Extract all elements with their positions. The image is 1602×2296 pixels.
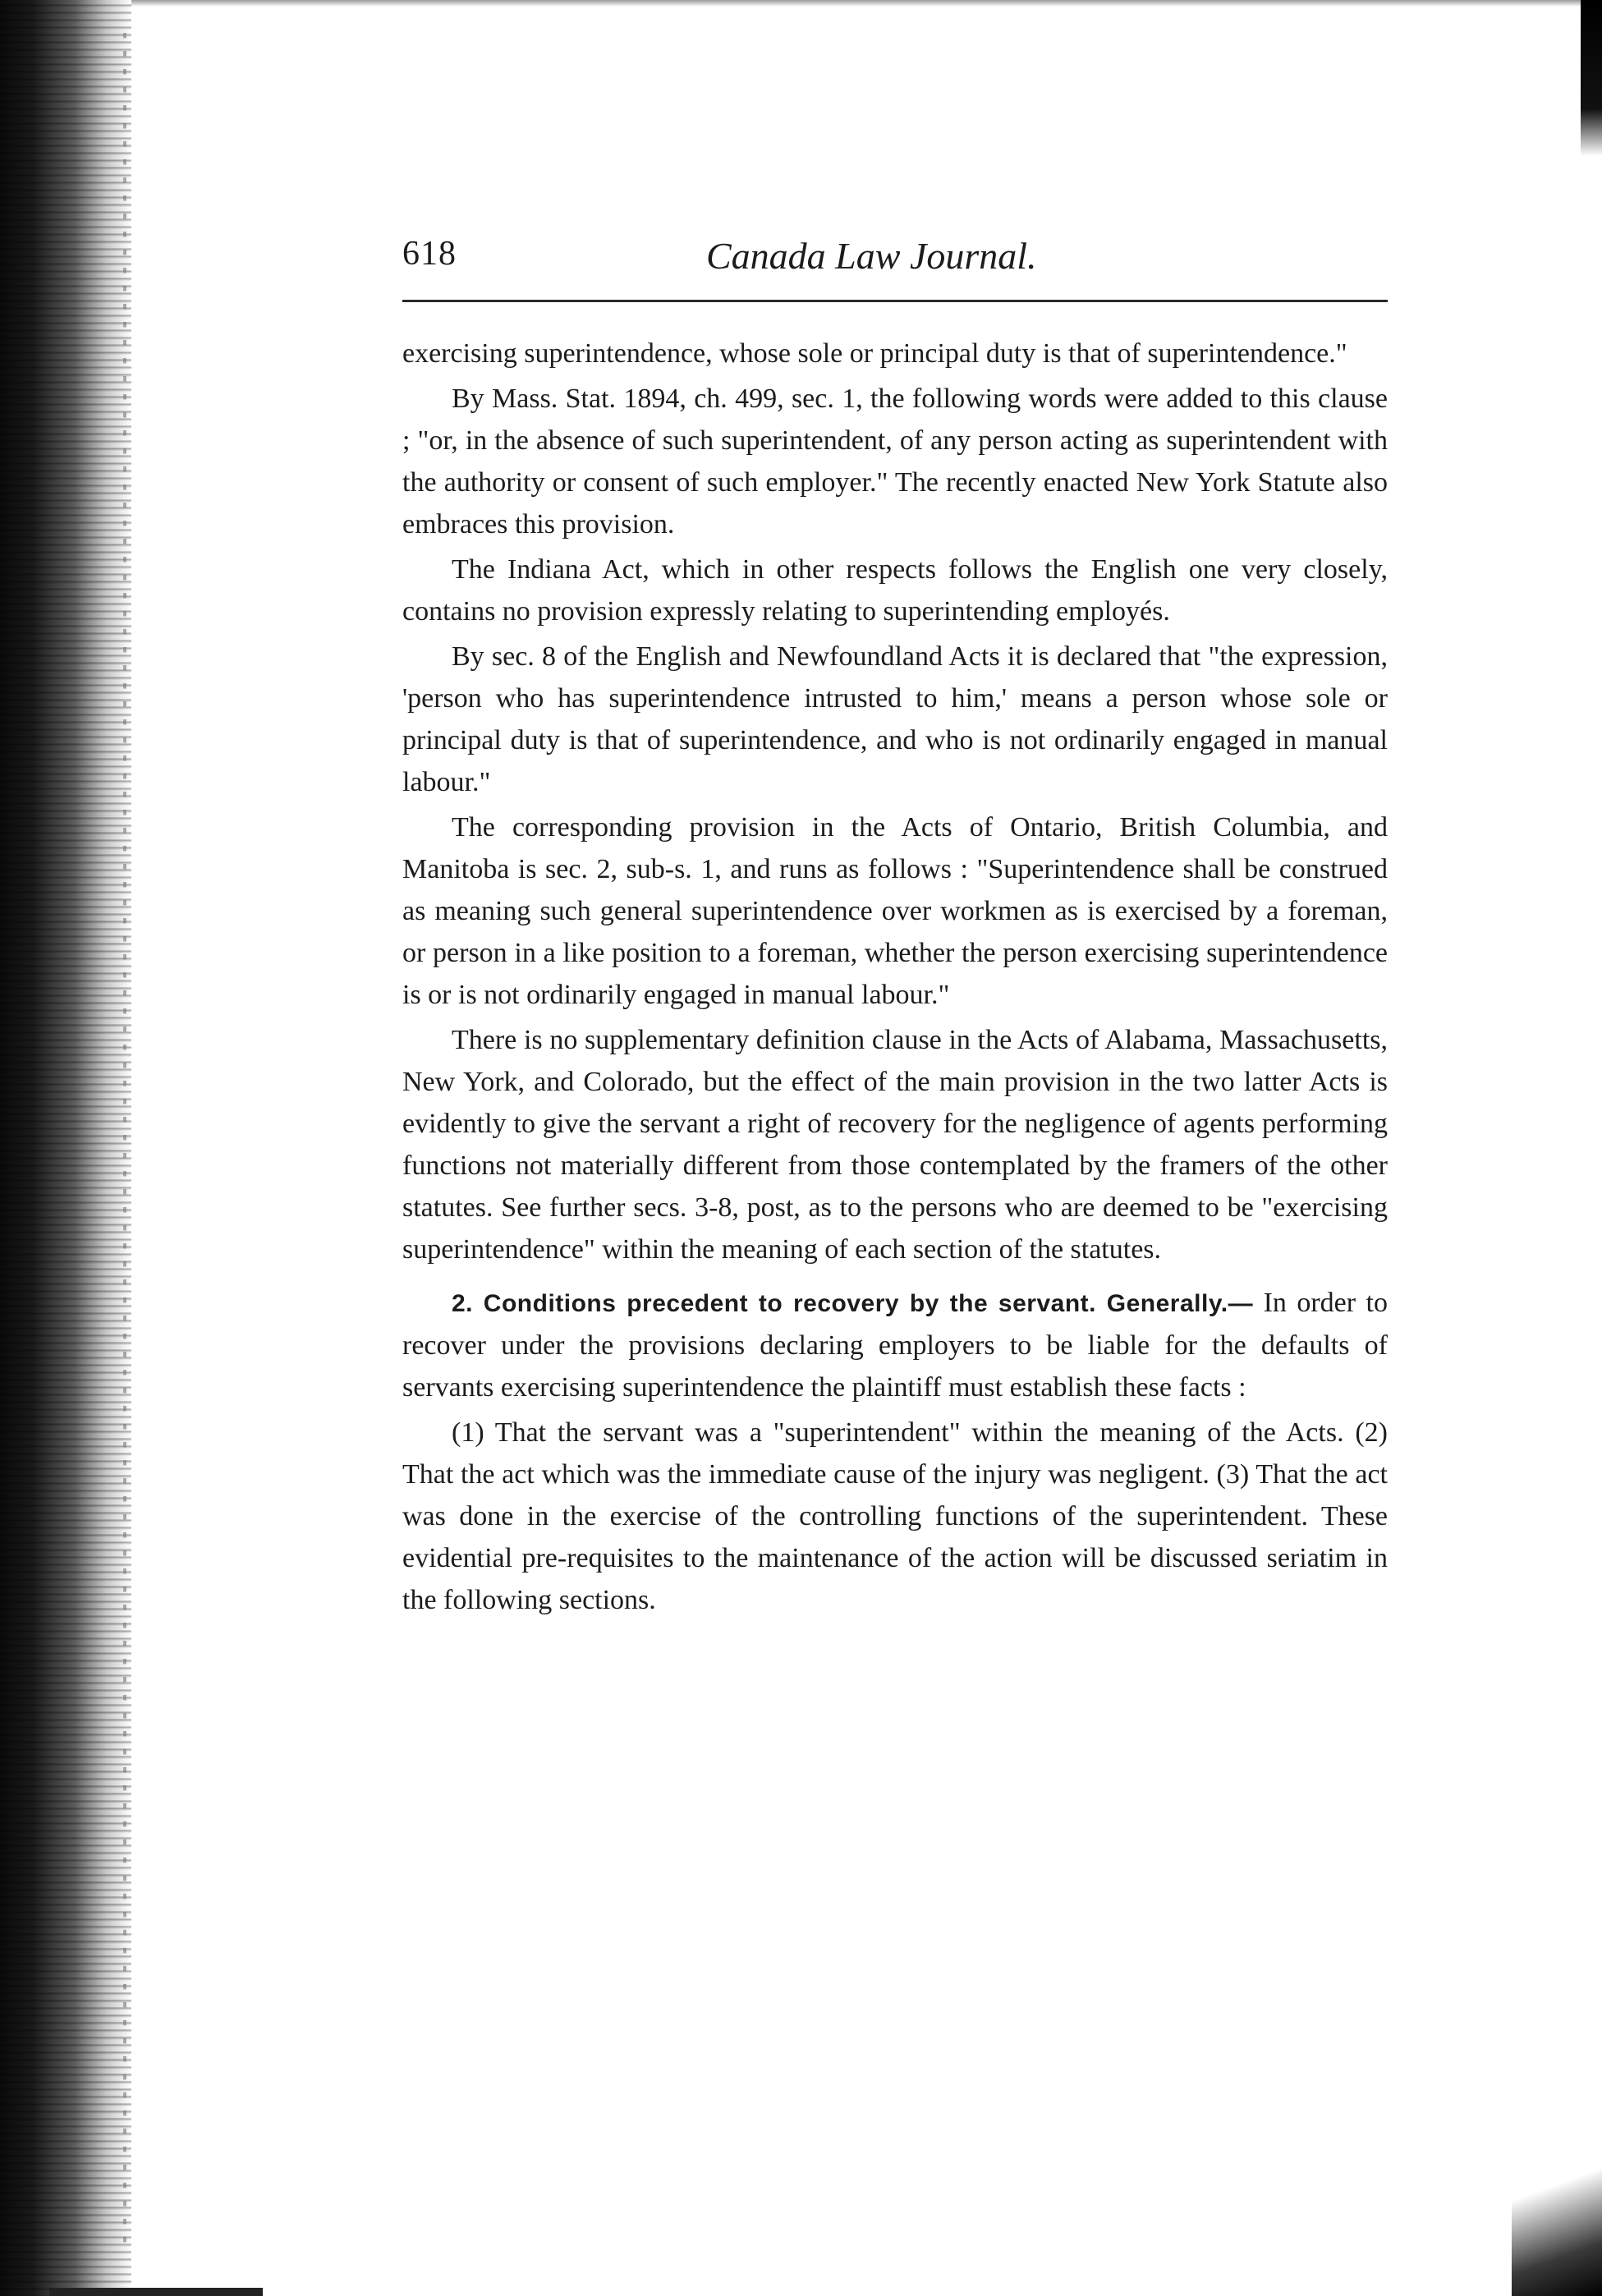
page-body [402,333,1388,1624]
scan-binding-edge [0,0,131,2296]
page-header [402,234,1388,283]
section-text: In order to recover under the provisions declaring employers to be liable for the defaults of servants exercising superintendence the plaintiff must establish these facts : [402,1288,1388,1403]
paragraph: exercising superintendence, whose sole or principal duty is that of superintendence." [402,338,1347,369]
paragraph: By Mass. Stat. 1894, ch. 499, sec. 1, the following words were added to this clause ; "or, in the absence of such superintendent, of any person acting as superintendent with the authority or consent of such employer." The recently enacted New York Statute also embraces this provision. [402,383,1388,540]
page-number: 618 [402,235,457,273]
paragraph: By sec. 8 of the English and Newfoundland Acts it is declared that "the expression, 'person who has superintendence intrusted to him,' means a person whose sole or principal duty is that of superintendence, and who is not ordinarily engaged in manual labour." [402,641,1388,797]
paragraph: There is no supplementary definition clause in the Acts of Alabama, Massachusetts, New York, and Colorado, but the effect of the main provision in the two latter Acts is evidently to give the servant a right of recovery for the negligence of agents performing functions not materially different from those contemplated by the framers of the other statutes. See further secs. 3-8, post, as to the persons who are deemed to be "exercising superintendence" within the meaning of each section of the statutes. [402,1025,1388,1265]
scan-top-edge [131,0,1581,7]
scan-right-edge [1581,0,1602,156]
paragraph: The Indiana Act, which in other respects follows the English one very closely, contains no provision expressly relating to superintending employés. [402,554,1388,627]
section-paragraph [402,1282,1388,1408]
running-title: Canada Law Journal. [706,235,1037,277]
section-heading: 2. Conditions precedent to recovery by the servant. Generally.— [452,1290,1254,1317]
scan-binding-marks [123,33,126,2250]
paragraph: The corresponding provision in the Acts of Ontario, British Columbia, and Manitoba is sec. 2, sub-s. 1, and runs as follows : "Superintendence shall be construed as meaning such general superintendence over workmen as is exercised by a foreman, or person in a like position to a foreman, whether the person exercising superintendence is or is not ordinarily engaged in manual labour." [402,812,1388,1010]
scan-bottom-edge [49,2288,263,2296]
scan-corner-shadow [1512,2115,1602,2296]
paragraph: (1) That the servant was a "superintendent" within the meaning of the Acts. (2) That the act which was the immediate cause of the injury was negligent. (3) That the act was done in the exercise of the controlling functions of the superintendent. These evidential pre-requisites to the maintenance of the action will be discussed seriatim in the following sections. [402,1417,1388,1615]
header-rule [402,300,1388,302]
